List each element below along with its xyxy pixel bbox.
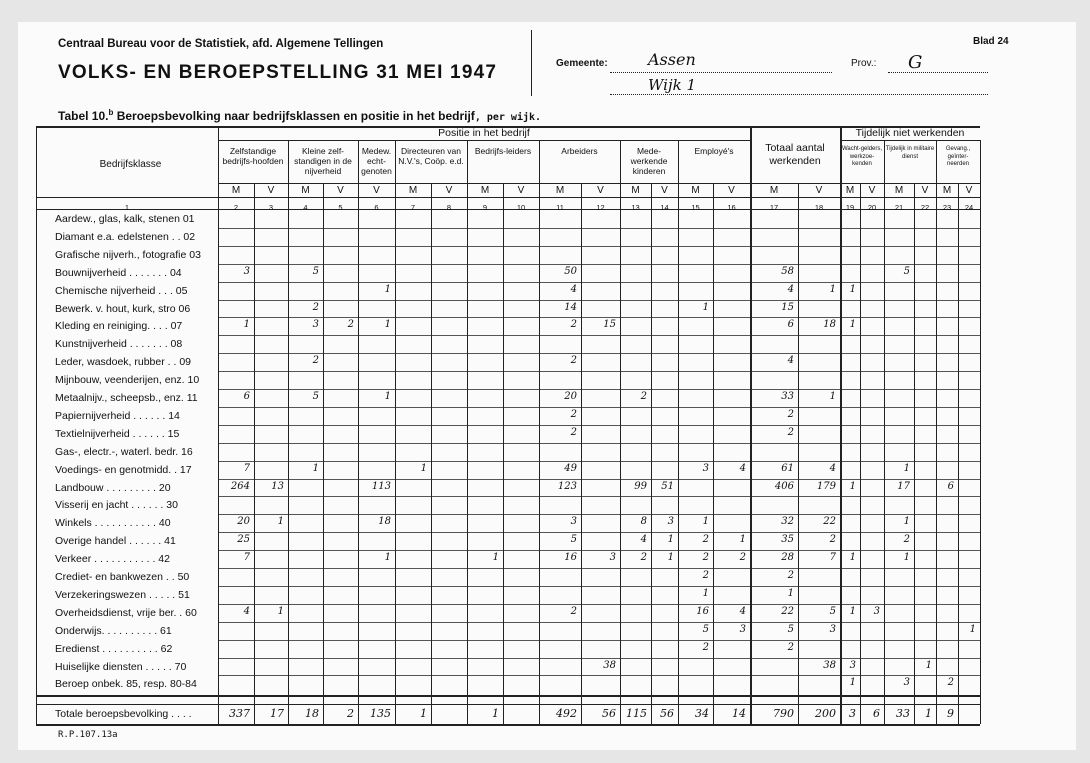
table-cell: 2: [570, 408, 577, 420]
table-cell: 1: [384, 319, 391, 331]
row-divider: [218, 675, 980, 676]
table-cell: 5: [570, 534, 577, 546]
col-number-5: 5: [338, 203, 343, 212]
gemeente-line: [610, 72, 832, 73]
row-divider: [218, 496, 980, 497]
table-cell: 1: [384, 283, 391, 295]
total-cell: 200: [815, 707, 836, 721]
row-divider: [218, 622, 980, 623]
table-cell: 5: [787, 623, 794, 635]
row-label: Textielnijverheid . . . . . . 15: [55, 427, 180, 440]
row-label: Aardew., glas, kalk, stenen 01: [55, 213, 195, 225]
table-cell: 20: [564, 391, 577, 402]
table-cell: 2: [787, 426, 794, 438]
table-cell: 2: [312, 301, 319, 313]
table-cell: 4: [787, 355, 794, 367]
table-cell: 1: [849, 283, 856, 295]
col-number-10: 10: [516, 203, 526, 212]
mv-label-2: M: [231, 185, 241, 196]
column-divider: [358, 140, 359, 724]
table-cell: 1: [384, 391, 391, 402]
header-tijdelijk-2: Tijdelijk in militaire dienst: [885, 146, 935, 160]
row-divider: [218, 353, 980, 354]
row-label: Bouwnijverheid . . . . . . . 04: [55, 266, 182, 279]
table-cell: 51: [661, 480, 674, 492]
column-divider: [288, 140, 289, 724]
header-positie: Positie in het bedrijf: [438, 127, 530, 139]
table-cell: 7: [829, 552, 836, 564]
prov-label: Prov.:: [851, 58, 877, 69]
column-divider: [840, 126, 842, 724]
table-cell: 2: [787, 408, 794, 420]
table-cell: 3: [609, 552, 616, 564]
column-divider: [467, 140, 468, 724]
row-divider: [218, 532, 980, 533]
total-cell: 17: [270, 707, 284, 721]
mv-label-18: V: [815, 185, 823, 196]
row-label: Crediet- en bankwezen . . 50: [55, 571, 190, 583]
table-cell: 1: [903, 516, 910, 528]
col-number-9: 9: [482, 203, 488, 212]
table-cell: 2: [739, 552, 746, 564]
table-cell: 2: [702, 641, 709, 653]
mv-label-3: V: [267, 185, 275, 196]
column-divider: [323, 183, 324, 724]
table-cell: 1: [384, 552, 391, 564]
column-divider: [254, 183, 255, 724]
row-label: Diamant e.a. edelstenen . . 02: [55, 230, 196, 243]
table-left-border: [36, 126, 37, 724]
row-label: Huiselijke diensten . . . . . 70: [55, 660, 187, 673]
table-caption: Tabel 10.$^b$ Beroepsbevolking naar bedrijfsklassen en positie in het bedrijf, per wijk.: [58, 108, 542, 123]
table-cell: 3: [570, 516, 577, 528]
header-group-2: Kleine zelf-standigen in de nijverheid: [294, 146, 352, 176]
row-divider: [218, 514, 980, 515]
table-cell: 1: [702, 301, 709, 313]
row-divider: [218, 461, 980, 462]
column-divider: [651, 183, 652, 724]
table-cell: 5: [903, 265, 910, 277]
table-cell: 22: [823, 516, 836, 528]
row-divider: [218, 317, 980, 318]
table-cell: 1: [243, 319, 250, 331]
bureau-heading: Centraal Bureau voor de Statistiek, afd. Algemene Tellingen: [58, 38, 384, 50]
column-divider: [503, 183, 504, 724]
header-group-8: Employé's: [694, 146, 734, 156]
header-totaal: Totaal aantal werkenden: [765, 142, 825, 167]
table-cell: 264: [230, 480, 250, 492]
row-divider: [218, 479, 980, 480]
row-label: Papiernijverheid . . . . . . 14: [55, 409, 180, 422]
total-cell: 492: [556, 707, 577, 721]
table-cell: 2: [640, 391, 647, 402]
table-cell: 61: [781, 462, 794, 474]
table-cell: 25: [237, 534, 250, 546]
table-cell: 3: [312, 319, 319, 331]
table-cell: 13: [271, 480, 284, 492]
row-label: Eredienst . . . . . . . . . . 62: [55, 642, 173, 655]
table-cell: 5: [702, 623, 709, 635]
table-cell: 1: [667, 552, 674, 564]
table-cell: 4: [829, 462, 836, 474]
table-cell: 58: [781, 265, 794, 277]
table-cell: 1: [702, 516, 709, 528]
mv-label-13: M: [631, 185, 640, 196]
row-label: Landbouw . . . . . . . . . 20: [55, 481, 171, 494]
column-divider: [581, 183, 582, 724]
row-divider: [218, 604, 980, 605]
table-cell: 1: [849, 552, 856, 564]
table-cell: 1: [903, 552, 910, 564]
column-divider: [395, 140, 396, 724]
header-divider: [531, 30, 532, 96]
row-label: Kleding en reiniging. . . . 07: [55, 320, 183, 333]
col-number-17: 17: [769, 203, 779, 212]
col-number-18: 18: [814, 203, 824, 212]
col-number-16: 16: [727, 203, 736, 212]
column-divider: [884, 140, 885, 724]
table-cell: 1: [925, 659, 932, 671]
total-cell: 6: [873, 707, 880, 721]
table-cell: 1: [667, 534, 674, 546]
table-cell: 20: [237, 516, 250, 528]
header-group-4: Directeuren van N.V.'s, Coöp. e.d.: [398, 146, 464, 166]
column-divider: [958, 183, 959, 724]
table-cell: 3: [829, 623, 836, 635]
form-title: VOLKS- EN BEROEPSTELLING 31 MEI 1947: [58, 62, 498, 83]
mv-label-24: V: [965, 185, 973, 196]
table-cell: 1: [849, 605, 856, 617]
row-label: Voedings- en genotmidd. . 17: [55, 463, 192, 476]
row-divider: [218, 550, 980, 551]
table-cell: 1: [420, 462, 427, 474]
table-cell: 2: [829, 534, 836, 546]
col-number-13: 13: [631, 203, 640, 212]
column-divider: [678, 140, 679, 724]
table-cell: 28: [781, 552, 794, 564]
row-divider: [218, 228, 980, 229]
column-divider: [713, 183, 714, 724]
table-cell: 179: [816, 480, 836, 492]
row-label: Leder, wasdoek, rubber . . 09: [55, 356, 192, 369]
table-cell: 1: [849, 480, 856, 492]
col-number-3: 3: [268, 203, 274, 212]
table-cell: 5: [312, 391, 319, 402]
total-cell: 3: [849, 707, 856, 721]
total-cell: 2: [347, 707, 354, 721]
row-divider: [218, 443, 980, 444]
gemeente-value: Assen: [648, 50, 696, 69]
table-cell: 99: [634, 480, 647, 492]
table-cell: 1: [787, 587, 794, 599]
row-label: Metaalnijv., scheepsb., enz. 11: [55, 392, 198, 404]
row-label: Bewerk. v. hout, kurk, stro 06: [55, 302, 191, 315]
table-cell: 16: [696, 605, 709, 617]
table-cell: 4: [739, 605, 746, 617]
table-cell: 18: [823, 319, 836, 331]
table-cell: 1: [312, 462, 319, 474]
col-number-19: 19: [845, 203, 855, 212]
table-cell: 2: [702, 552, 709, 564]
table-cell: 3: [903, 677, 910, 689]
row-divider: [218, 371, 980, 372]
col-number-2: 2: [233, 203, 239, 212]
total-cell: 56: [602, 707, 616, 721]
table-cell: 2: [702, 534, 709, 546]
mv-label-11: M: [555, 185, 565, 196]
tijdelijk-underline: [840, 140, 980, 141]
row-label: Overheidsdienst, vrije ber. . 60: [55, 606, 197, 619]
row-divider: [218, 586, 980, 587]
row-divider: [218, 425, 980, 426]
table-cell: 2: [347, 319, 354, 331]
mv-label-10: V: [517, 185, 525, 196]
mv-label-20: V: [868, 185, 876, 196]
col-number-14: 14: [660, 203, 669, 212]
table-cell: 1: [277, 516, 284, 528]
table-cell: 38: [603, 659, 616, 671]
column-divider: [798, 183, 799, 724]
table-cell: 2: [570, 426, 577, 438]
table-cell: 5: [312, 265, 319, 277]
table-cell: 4: [243, 605, 250, 617]
table-cell: 2: [787, 641, 794, 653]
col-number-20: 20: [867, 203, 877, 212]
table-cell: 35: [781, 534, 794, 546]
table-cell: 1: [829, 391, 836, 402]
table-cell: 4: [640, 534, 647, 546]
header-group-6: Arbeiders: [561, 146, 598, 156]
table-cell: 1: [739, 534, 746, 546]
total-bottom-border: [36, 724, 980, 726]
total-cell: 9: [947, 707, 954, 721]
mv-label-21: M: [894, 185, 904, 196]
header-group-3: Medew. echt-genoten: [361, 146, 392, 176]
table-cell: 406: [774, 480, 794, 492]
column-divider: [914, 183, 915, 724]
table-cell: 2: [312, 355, 319, 367]
body-bottom-border: [36, 695, 980, 697]
row-label: Onderwijs. . . . . . . . . . 61: [55, 624, 172, 637]
row-divider: [218, 282, 980, 283]
mv-label-12: V: [597, 185, 604, 196]
col-number-21: 21: [894, 203, 904, 212]
row-label: Visserij en jacht . . . . . . 30: [55, 499, 178, 512]
mv-label-19: M: [845, 185, 855, 196]
table-cell: 7: [243, 462, 250, 474]
table-cell: 7: [243, 552, 250, 564]
table-cell: 2: [903, 534, 910, 546]
mv-label-8: V: [445, 185, 453, 196]
row-label: Mijnbouw, veenderijen, enz. 10: [55, 374, 200, 387]
table-cell: 3: [849, 659, 856, 671]
table-cell: 2: [570, 605, 577, 617]
wijk-value: Wijk 1: [648, 76, 697, 94]
positie-underline: [218, 140, 750, 141]
table-cell: 17: [897, 480, 910, 492]
table-cell: 16: [564, 552, 577, 564]
row-divider: [218, 246, 980, 247]
table-cell: 32: [781, 516, 794, 528]
census-form: [18, 22, 1076, 750]
total-cell: 135: [370, 707, 391, 721]
total-cell: 18: [305, 707, 319, 721]
table-cell: 4: [739, 462, 746, 474]
total-label: Totale beroepsbevolking . . . .: [55, 708, 192, 721]
total-cell: 115: [626, 707, 647, 721]
header-group-7: Mede-werkende kinderen: [630, 146, 668, 176]
table-cell: 1: [849, 319, 856, 331]
mv-label-4: M: [301, 185, 310, 196]
table-cell: 4: [787, 283, 794, 295]
wijk-line: [610, 94, 988, 95]
gemeente-label: Gemeente:: [556, 58, 608, 69]
table-cell: 123: [557, 480, 577, 492]
row-divider: [218, 335, 980, 336]
table-cell: 3: [667, 516, 674, 528]
table-cell: 38: [823, 659, 836, 671]
table-cell: 50: [564, 265, 577, 277]
col-number-15: 15: [691, 203, 700, 212]
table-cell: 33: [781, 391, 794, 402]
table-cell: 2: [570, 355, 577, 367]
header-tijdelijk-1: Wacht-gelders, werkzoe-kenden: [841, 146, 883, 167]
table-cell: 3: [873, 605, 880, 617]
mv-label-17: M: [769, 185, 779, 196]
mv-label-14: V: [661, 185, 668, 196]
table-cell: 6: [947, 480, 954, 492]
table-cell: 18: [378, 516, 391, 528]
row-divider: [218, 640, 980, 641]
column-divider: [620, 140, 621, 724]
total-cell: 1: [925, 707, 932, 721]
table-cell: 3: [243, 265, 250, 277]
table-cell: 2: [702, 570, 709, 581]
column-divider: [860, 183, 861, 724]
row-divider: [218, 389, 980, 390]
table-cell: 2: [787, 570, 794, 581]
table-cell: 1: [492, 552, 499, 564]
table-cell: 1: [903, 462, 910, 474]
prov-line: [888, 72, 988, 73]
row-label: Verkeer . . . . . . . . . . . 42: [55, 553, 170, 566]
table-cell: 49: [564, 462, 577, 474]
header-tijdelijk-3: Gevang., geïnter-neerden: [945, 146, 971, 167]
total-cell: 56: [660, 707, 674, 721]
table-cell: 14: [564, 301, 577, 313]
table-cell: 3: [702, 462, 709, 474]
total-top-border: [36, 704, 980, 705]
col-number-6: 6: [374, 203, 379, 212]
col-number-1: 1: [124, 203, 130, 212]
row-label: Grafische nijverh., fotografie 03: [55, 248, 201, 261]
row-label: Beroep onbek. 85, resp. 80-84: [55, 678, 197, 691]
row-label: Overige handel . . . . . . 41: [55, 535, 176, 548]
table-cell: 2: [640, 552, 647, 564]
mv-label-23: M: [942, 185, 952, 196]
table-cell: 2: [570, 319, 577, 331]
table-cell: 6: [787, 319, 794, 331]
column-divider: [980, 140, 981, 724]
column-divider: [431, 183, 432, 724]
prov-value: G: [908, 52, 923, 73]
table-cell: 6: [243, 391, 250, 402]
table-cell: 1: [829, 283, 836, 295]
row-divider: [218, 658, 980, 659]
mv-row-border: [218, 183, 980, 184]
header-group-1: Zelfstandige bedrijfs-hoofden: [222, 146, 284, 166]
table-cell: 15: [781, 301, 794, 313]
header-bedrijfsklasse: Bedrijfsklasse: [99, 159, 162, 170]
total-cell: 790: [773, 707, 794, 721]
table-cell: 2: [947, 677, 954, 689]
row-label: Winkels . . . . . . . . . . . 40: [55, 517, 171, 530]
mv-label-22: V: [921, 185, 929, 196]
table-cell: 4: [570, 283, 577, 295]
table-cell: 1: [849, 677, 856, 689]
table-cell: 3: [739, 623, 746, 635]
mv-label-6: V: [373, 185, 380, 196]
mv-label-5: V: [337, 185, 344, 196]
header-group-5: Bedrijfs-leiders: [474, 146, 532, 156]
number-row-border: [36, 197, 980, 198]
total-cell: 14: [732, 707, 746, 721]
form-code: R.P.107.13a: [58, 730, 118, 740]
row-label: Chemische nijverheid . . . 05: [55, 284, 188, 297]
row-label: Kunstnijverheid . . . . . . . 08: [55, 338, 183, 351]
col-number-24: 24: [964, 203, 974, 212]
table-cell: 113: [371, 480, 391, 492]
total-cell: 33: [896, 707, 910, 721]
table-cell: 1: [702, 587, 709, 599]
page-number: Blad 24: [973, 36, 1009, 47]
mv-label-9: M: [480, 185, 490, 196]
mv-label-7: M: [408, 185, 418, 196]
col-number-7: 7: [410, 203, 416, 212]
col-number-4: 4: [303, 203, 308, 212]
col-number-23: 23: [942, 203, 952, 212]
table-cell: 1: [277, 605, 284, 617]
total-cell: 34: [695, 707, 709, 721]
table-cell: 5: [829, 605, 836, 617]
col-number-11: 11: [556, 203, 564, 212]
col-number-12: 12: [596, 203, 605, 212]
table-cell: 22: [781, 605, 794, 617]
table-cell: 8: [640, 516, 647, 528]
mv-label-15: M: [691, 185, 700, 196]
table-cell: 1: [969, 623, 976, 635]
row-label: Gas-, electr.-, waterl. bedr. 16: [55, 445, 193, 458]
mv-label-16: V: [728, 185, 735, 196]
table-cell: 15: [603, 319, 616, 331]
col-number-22: 22: [920, 203, 930, 212]
row-divider: [218, 264, 980, 265]
row-divider: [218, 407, 980, 408]
column-divider: [936, 140, 937, 724]
header-tijdelijk: Tijdelijk niet werkenden: [855, 127, 965, 139]
total-cell: 337: [229, 707, 250, 721]
total-cell: 1: [492, 707, 499, 721]
total-cell: 1: [420, 707, 427, 721]
row-divider: [218, 300, 980, 301]
row-divider: [218, 568, 980, 569]
col-number-8: 8: [446, 203, 452, 212]
row-label: Verzekeringswezen . . . . . 51: [55, 588, 190, 601]
